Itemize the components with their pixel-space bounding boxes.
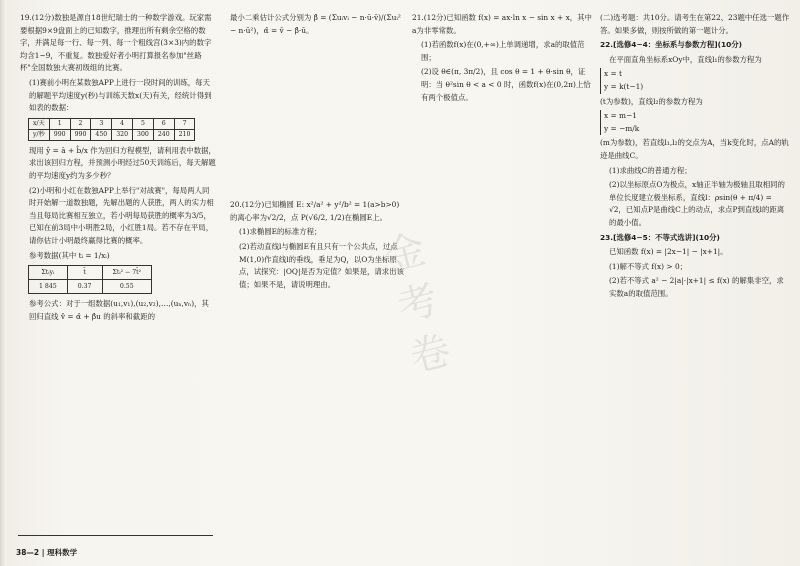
table-cell: y/秒 <box>29 129 50 140</box>
footer-rule <box>18 535 213 536</box>
q20-part1: (1)求椭圆E的标准方程； <box>239 227 322 237</box>
table-cell: x/天 <box>29 118 50 129</box>
equation-line: y = k(t−1) <box>604 81 644 91</box>
table-cell: 1 845 <box>29 280 68 294</box>
column-q20 <box>230 12 405 293</box>
q19-data-table <box>28 118 195 141</box>
q19-reference-formula: 参考公式：对于一组数据(u₁,v₁),(u₂,v₂),…,(uₙ,vₙ)，其回归直线 v̂ = α̂ + β̂u 的斜率和截距的 <box>29 299 209 321</box>
q22-head: 22.[选修4−4：坐标系与参数方程](10分) <box>600 40 743 50</box>
table-row <box>29 280 152 294</box>
table-cell: 2 <box>70 118 91 129</box>
watermark-stamp: 金考卷 <box>380 226 456 382</box>
q20-part2: (2)若动直线l与椭圆E有且只有一个公共点，过点M(1,0)作直线l的垂线，垂足为Q，以O为坐标原点，试探究：|OQ|是否为定值？如果是，请求出该值；如果不是，请说明理由。 <box>239 241 404 289</box>
table-cell: 320 <box>112 129 133 140</box>
column-q19 <box>20 12 216 325</box>
q23-part1: (1)解不等式 f(x) > 0； <box>609 261 688 271</box>
q19-reference-table <box>28 265 152 294</box>
q21-part2: (2)设 θ∈(π, 3π/2)，且 cos θ = 1 + θ·sin θ，证明：当 θ²sin θ < a < 0 时，函数f(x)在(0,2π)上恰有两个极值点。 <box>421 67 591 102</box>
column-q22-q23 <box>600 12 790 302</box>
table-cell: 300 <box>133 129 154 140</box>
q22-param-system-1 <box>600 68 790 93</box>
equation-line: y = −m/k <box>604 123 640 133</box>
q22-part1: (1)求曲线C的普通方程； <box>609 165 692 175</box>
table-cell: 240 <box>153 129 174 140</box>
page-footer: 38—2 | 理科数学 <box>16 548 78 557</box>
table-cell: 990 <box>70 129 91 140</box>
table-cell: t̄ <box>67 266 102 280</box>
q23-part2: (2)若不等式 a² − 2|a|·|x+1| ≤ f(x) 的解集非空，求实数a的取值范围。 <box>609 276 784 298</box>
q19-model-text: 现用 ŷ = â + b̂/x 作为回归方程模型，请利用表中数据，求出该回归方程，并预测小明经过50天训练后，每天解题的平均速度y约为多少秒？ <box>29 145 216 180</box>
table-cell: 0.37 <box>67 280 102 294</box>
q19-part2: (2)小明和小红在数独APP上举行"对战赛"，每局两人同时开始解一道数独题，先解出题的人获胜，两人的实力相当且每局比赛相互独立，若小明每局获胜的概率为3/5，已知在前3局中小明胜2局，小红胜1局。若不存在平局，请你估计小明最终赢得比赛的概率。 <box>29 185 214 245</box>
table-row <box>29 118 195 129</box>
table-cell: 1 <box>49 118 70 129</box>
table-cell: Σtᵢyᵢ <box>29 266 68 280</box>
elective-section-heading: (二)选考题：共10分。请考生在第22、23题中任选一题作答。如果多做，则按所做的第一题计分。 <box>600 13 790 35</box>
q20-head: 20.(12分)已知椭圆 E: x²/a² + y²/b² = 1(a>b>0)的离心率为√2/2，点 P(√6/2, 1/2)在椭圆E上。 <box>230 200 400 222</box>
table-cell: 450 <box>91 129 112 140</box>
q22-text-2: (m为参数)，若直线l₁,l₂的交点为A，当k变化时，点A的轨迹是曲线C。 <box>600 138 789 160</box>
equation-line: x = t <box>604 69 623 79</box>
regression-formula: 最小二乘估计公式分别为 β̂ = (Σuᵢvᵢ − n·ū·v̄)/(Σuᵢ² − n·ū²)，α̂ = v̄ − β̂·ū。 <box>230 13 401 35</box>
q19-head: 19.(12分)数独是源自18世纪瑞士的一种数学游戏。玩家需要根据9×9盘面上的已知数字，推理出所有剩余空格的数字，并满足每一行、每一列、每一个粗线宫(3×3)内的数字均含1~9，不重复。数独爱好者小明打算报名参加"丝路杯"全国数独大赛初级组的比赛。 <box>20 13 212 73</box>
table-cell: 6 <box>153 118 174 129</box>
equation-line: x = m−1 <box>604 111 637 121</box>
q22-param-system-2 <box>600 110 790 135</box>
table-cell: 3 <box>91 118 112 129</box>
page-fold-shadow <box>0 0 6 566</box>
q22-text-1: (t为参数)，直线l₂的参数方程为 <box>600 96 703 106</box>
table-cell: 4 <box>112 118 133 129</box>
table-cell: 7 <box>174 118 195 129</box>
blank-space <box>230 39 405 199</box>
q19-reference-label: 参考数据(其中 tᵢ = 1/xᵢ) <box>29 250 110 260</box>
q22-part2: (2)以坐标原点O为极点，x轴正半轴为极轴且取相同的单位长度建立极坐标系，直线l：ρsin(θ + π/4) = √2，已知点P是曲线C上的动点，求点P到直线l的距离的最小值。 <box>609 180 785 227</box>
q21-part1: (1)若函数f(x)在(0,+∞)上单调递增，求a的取值范围； <box>421 40 585 62</box>
table-cell: 990 <box>49 129 70 140</box>
q23-head: 23.[选修4−5：不等式选讲](10分) <box>600 232 720 242</box>
q22-intro: 在平面直角坐标系xOy中，直线l₁的参数方程为 <box>609 54 762 64</box>
table-cell: 210 <box>174 129 195 140</box>
q21-head: 21.(12分)已知函数 f(x) = ax·ln x − sin x + x，其中a为非零常数。 <box>412 13 592 35</box>
column-q21 <box>412 12 592 106</box>
table-cell: 5 <box>133 118 154 129</box>
q19-part1: (1)赛前小明在某数独APP上进行一段时间的训练，每天的解题平均速度y(秒)与训练天数x(天)有关，经统计得到如表的数据： <box>29 77 212 113</box>
table-cell: Σtᵢ² − 7t̄² <box>102 266 152 280</box>
table-row <box>29 266 152 280</box>
table-row <box>29 129 195 140</box>
q23-intro: 已知函数 f(x) = |2x−1| − |x+1|。 <box>609 247 728 257</box>
table-cell: 0.55 <box>102 280 152 294</box>
